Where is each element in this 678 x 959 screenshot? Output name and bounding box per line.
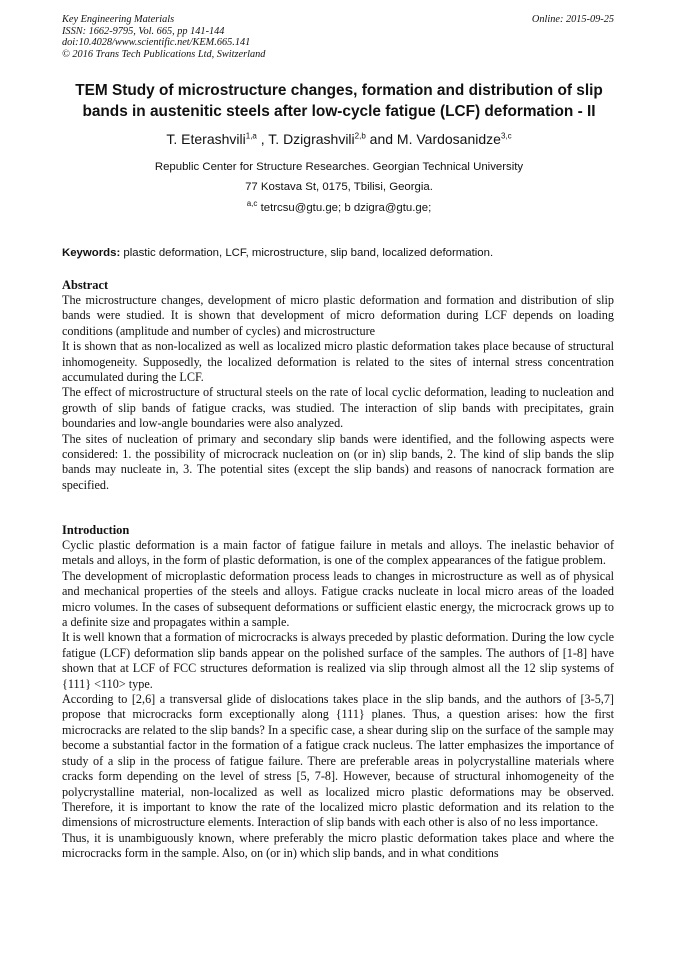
abstract-paragraph: It is shown that as non-localized as well as localized micro plastic deformation takes place because of structural inhomogeneity. Supposedly, the localized deformation is related to the sites of internal stress concentration accumulated during the LCF. <box>62 339 614 385</box>
introduction-paragraph: Thus, it is unambiguously known, where preferably the micro plastic deformation takes place and where the microcracks form in the sample. Also, on (or in) which slip bands, and in what conditions <box>62 830 614 861</box>
abstract-heading: Abstract <box>62 278 109 292</box>
abstract-section <box>62 278 614 493</box>
author-3: M. Vardosanidze <box>396 131 501 147</box>
author-line <box>56 129 622 149</box>
author-1-sup: 1,a <box>245 131 257 141</box>
paper-title: TEM Study of microstructure changes, formation and distribution of slip bands in austenitic steels after low-cycle fatigue (LCF) deformation - II <box>75 82 603 120</box>
author-sep-2: and <box>365 131 397 147</box>
journal-header <box>62 14 614 60</box>
doi-line: doi:10.4028/www.scientific.net/KEM.665.141 <box>62 37 251 49</box>
author-2-sup: 2,b <box>354 131 366 141</box>
issn-line: ISSN: 1662-9795, Vol. 665, pp 141-144 <box>62 25 225 37</box>
journal-name: Key Engineering Materials <box>62 14 175 25</box>
abstract-paragraph: The effect of microstructure of structural steels on the rate of local cyclic deformation, leading to nucleation and growth of slip bands of fatigue cracks, was studied. The interaction of slip bands with precipitates, grain boundaries and low-angle boundaries were also analyzed. <box>62 385 614 431</box>
introduction-section <box>62 523 614 862</box>
affiliation-line-1: Republic Center for Structure Researches. Georgian Technical University <box>154 161 524 173</box>
affiliation-line-2: 77 Kostava St, 0175, Tbilisi, Georgia. <box>245 181 433 193</box>
online-date: Online: 2015-09-25 <box>531 14 614 25</box>
abstract-paragraph: The sites of nucleation of primary and secondary slip bands were identified, and the following aspects were considered: 1. the possibility of microcrack nucleation on (or in) slip bands, 2. The kind of slip bands the slip bands may nucleate in, 3. The potential sites (except the slip bands) and reasons of nanocrack formation are specified. <box>62 431 614 492</box>
email-line <box>56 201 622 216</box>
author-2: T. Dzigrashvili <box>268 131 355 147</box>
introduction-paragraph: According to [2,6] a transversal glide of dislocations takes place in the slip bands, and the authors of [3-5,7] propose that microcracks form exceptionally along {111} planes. Thus, a question arises: how the first microcracks are related to the slip bands? In a specific case, a shear during slip on the surface of the sample may become a substantial factor in the formation of a fatigue crack nucleus. The latter emphasizes the importance of study of a slip in the process of fatigue failure. There are preferable areas in polycrystalline materials where cracks form depending on the level of stress [5, 7-8]. However, because of structural inhomogeneity of the polycrystalline material, non-localized as well as localized micro plastic deformations may be observed. Therefore, it is important to know the rate of the localized micro plastic deformation and its relation to the dimensions of microstructure elements. Interaction of slip bands with each other is also of no less importance. <box>62 692 614 830</box>
introduction-heading: Introduction <box>62 523 130 537</box>
keywords-line <box>62 246 614 261</box>
author-3-sup: 3,c <box>500 131 512 141</box>
introduction-paragraph: The development of microplastic deformation process leads to changes in microstructure as well as of physical and mechanical properties of the steels and alloys. Fatigue cracks nucleate in local micro areas of the loaded micro volumes. In the cases of subsequent deformations or sufficient elastic energy, the microcrack grows up to a definite size and propagates within a sample. <box>62 568 614 630</box>
author-sep-1: , <box>256 131 269 147</box>
introduction-paragraph: It is well known that a formation of microcracks is always preceded by plastic deformation. During the low cycle fatigue (LCF) deformation slip bands appear on the polished surface of the samples. The authors of [1-8] have shown that at LCF of FCC structures deformation is realized via slip through almost all the 12 slip systems of {111} <110> type. <box>62 630 614 691</box>
keywords-label: Keywords: <box>62 247 121 259</box>
abstract-paragraph: The microstructure changes, development of micro plastic deformation and formation and distribution of slip bands were studied. It is shown that development of micro deformation during LCF depends on loading conditions (amplitude and number of cycles) and microstructure <box>62 293 614 338</box>
email-text: tetrcsu@gtu.ge; b dzigra@gtu.ge; <box>257 202 432 214</box>
keywords-text: plastic deformation, LCF, microstructure, slip band, localized deformation. <box>120 247 494 259</box>
introduction-paragraph: Cyclic plastic deformation is a main factor of fatigue failure in metals and alloys. The inelastic behavior of metals and alloys, in the form of plastic deformation, is one of the complex appearances of the fatigue problem. <box>62 538 614 568</box>
email-sup: a,c <box>246 199 258 209</box>
author-1: T. Eterashvili <box>166 131 246 147</box>
copyright-line: © 2016 Trans Tech Publications Ltd, Switzerland <box>62 48 266 60</box>
